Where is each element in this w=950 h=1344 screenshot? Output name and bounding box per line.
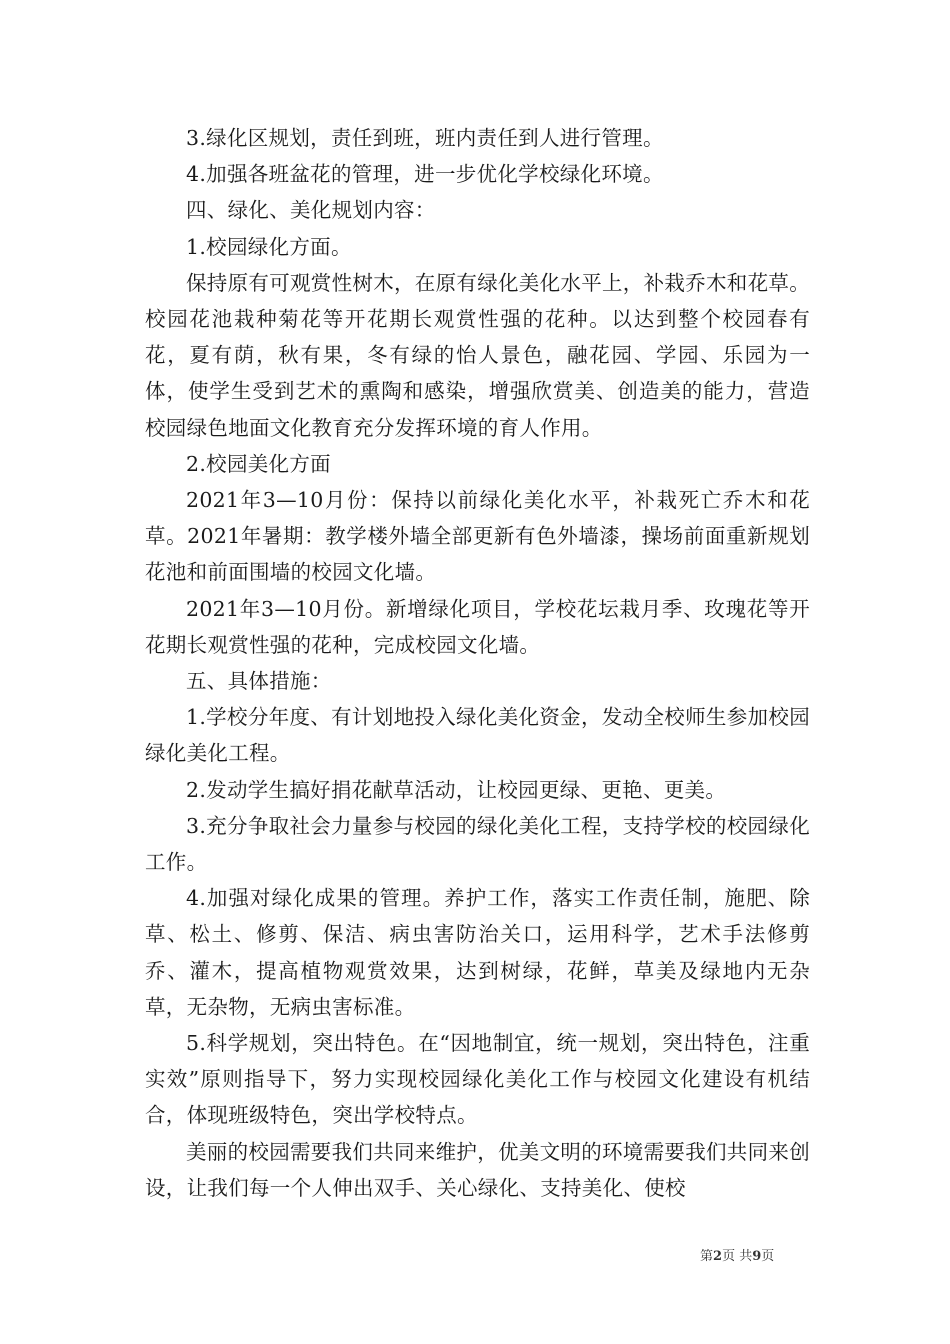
paragraph: 3.充分争取社会力量参与校园的绿化美化工程，支持学校的校园绿化工作。	[145, 813, 810, 875]
paragraph: 保持原有可观赏性树木，在原有绿化美化水平上，补栽乔木和花草。校园花池栽种菊花等开花期长观赏性强的花种。以达到整个校园春有花，夏有荫，秋有果，冬有绿的怡人景色，融花园、学园、乐园为一体，使学生受到艺术的熏陶和感染，增强欣赏美、创造美的能力，营造校园绿色地面文化教育充分发挥环境的育人作用。	[145, 270, 810, 440]
page-footer	[700, 1248, 820, 1266]
section-heading: 四、绿化、美化规划内容：	[186, 198, 436, 223]
paragraph: 1.学校分年度、有计划地投入绿化美化资金，发动全校师生参加校园绿化美化工程。	[145, 705, 810, 766]
section-heading: 五、具体措施：	[186, 669, 332, 694]
paragraph: 2.发动学生搞好捐花献草活动，让校园更绿、更艳、更美。	[186, 777, 727, 802]
paragraph: 5.科学规划，突出特色。在“因地制宜，统一规划，突出特色，注重实效”原则指导下，努力实现校园绿化美化工作与校园文化建设有机结合，体现班级特色，突出学校特点。	[145, 1031, 810, 1128]
subsection-heading: 1.校园绿化方面。	[186, 234, 352, 259]
footer-suffix: 页	[761, 1249, 775, 1264]
paragraph: 美丽的校园需要我们共同来维护，优美文明的环境需要我们共同来创设，让我们每一个人伸出双手、关心绿化、支持美化、使校	[145, 1139, 810, 1200]
total-pages-number: 9	[752, 1249, 762, 1264]
subsection-heading: 2.校园美化方面	[186, 451, 331, 476]
current-page-number: 2	[713, 1249, 723, 1264]
paragraph: 2021年3—10月份。新增绿化项目，学校花坛栽月季、玫瑰花等开花期长观赏性强的花种，完成校园文化墙。	[145, 596, 810, 657]
footer-middle: 页 共	[722, 1249, 753, 1264]
paragraph: 2021年3—10月份：保持以前绿化美化水平，补栽死亡乔木和花草。2021年暑期：教学楼外墙全部更新有色外墙漆，操场前面重新规划花池和前面围墙的校园文化墙。	[145, 488, 810, 585]
footer-prefix: 第	[700, 1249, 714, 1264]
paragraph: 4.加强对绿化成果的管理。养护工作，落实工作责任制，施肥、除草、松土、修剪、保洁、病虫害防治关口，运用科学，艺术手法修剪乔、灌木，提高植物观赏效果，达到树绿，花鲜，草美及绿地内无杂草，无杂物，无病虫害标准。	[145, 886, 810, 1019]
paragraph: 4.加强各班盆花的管理，进一步优化学校绿化环境。	[186, 162, 664, 187]
paragraph: 3.绿化区规划，责任到班，班内责任到人进行管理。	[186, 126, 664, 150]
document-body	[145, 120, 810, 1206]
